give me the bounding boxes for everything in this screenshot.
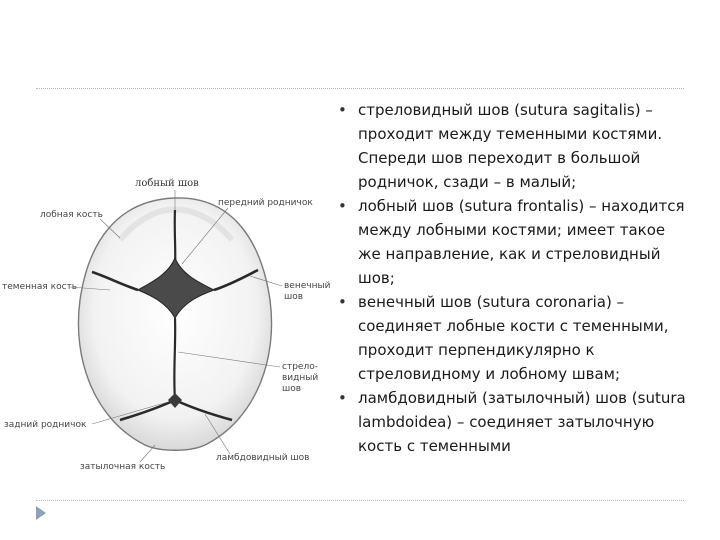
label-coronal-suture-1: венечный — [284, 281, 330, 291]
next-slide-arrow-icon[interactable] — [36, 506, 46, 520]
bottom-divider — [36, 500, 684, 501]
bullet-line: lambdoidea) – соединяет затылочную — [358, 413, 655, 431]
label-anterior-fontanelle: передний родничок — [218, 198, 313, 208]
top-divider — [36, 88, 684, 89]
label-frontal-bone: лобная кость — [40, 210, 103, 220]
bullet-coronal-suture — [336, 290, 714, 386]
bullet-line: проходит перпендикулярно к — [358, 341, 595, 359]
label-sagittal-suture-1: стрело- — [282, 362, 318, 372]
label-sagittal-suture-3: шов — [282, 384, 302, 394]
bullet-line: ламбдовидный (затылочный) шов (sutura — [358, 389, 686, 407]
bullet-sagittal-suture — [336, 98, 714, 194]
label-occipital-bone: затылочная кость — [80, 462, 166, 472]
label-parietal-bone: теменная кость — [2, 282, 78, 292]
label-lambdoid-suture: ламбдовидный шов — [216, 453, 310, 463]
bullet-line: же направление, как и стреловидный — [358, 245, 661, 263]
label-coronal-suture-2: шов — [284, 292, 304, 302]
bullet-dot: • — [338, 389, 347, 407]
bullet-line: соединяет лобные кости с теменными, — [358, 317, 669, 335]
bullet-line: кость с теменными — [358, 437, 511, 455]
bullet-dot: • — [338, 197, 347, 215]
bullet-line: шов; — [358, 269, 395, 287]
bullet-line: стреловидный шов (sutura sagitalis) – — [358, 101, 653, 119]
label-sagittal-suture-2: видный — [282, 373, 319, 383]
label-frontal-suture: лобный шов — [135, 178, 199, 189]
skull-diagram — [0, 150, 330, 480]
suture-description-list — [336, 98, 714, 458]
label-posterior-fontanelle: задний родничок — [4, 420, 87, 430]
bullet-line: стреловидному и лобному швам; — [358, 365, 621, 383]
bullet-line: проходит между теменными костями. — [358, 125, 663, 143]
bullet-dot: • — [338, 293, 347, 311]
bullet-line: между лобными костями; имеет такое — [358, 221, 666, 239]
bullet-line: родничок, сзади – в малый; — [358, 173, 577, 191]
bullet-line: венечный шов (sutura coronaria) – — [358, 293, 625, 311]
bullet-dot: • — [338, 101, 347, 119]
sagittal-suture-line — [174, 318, 175, 400]
bullet-line: лобный шов (sutura frontalis) – находится — [358, 197, 685, 215]
bullet-lambdoid-suture — [336, 386, 714, 458]
bullet-frontal-suture — [336, 194, 714, 290]
bullet-line: Спереди шов переходит в большой — [358, 149, 641, 167]
